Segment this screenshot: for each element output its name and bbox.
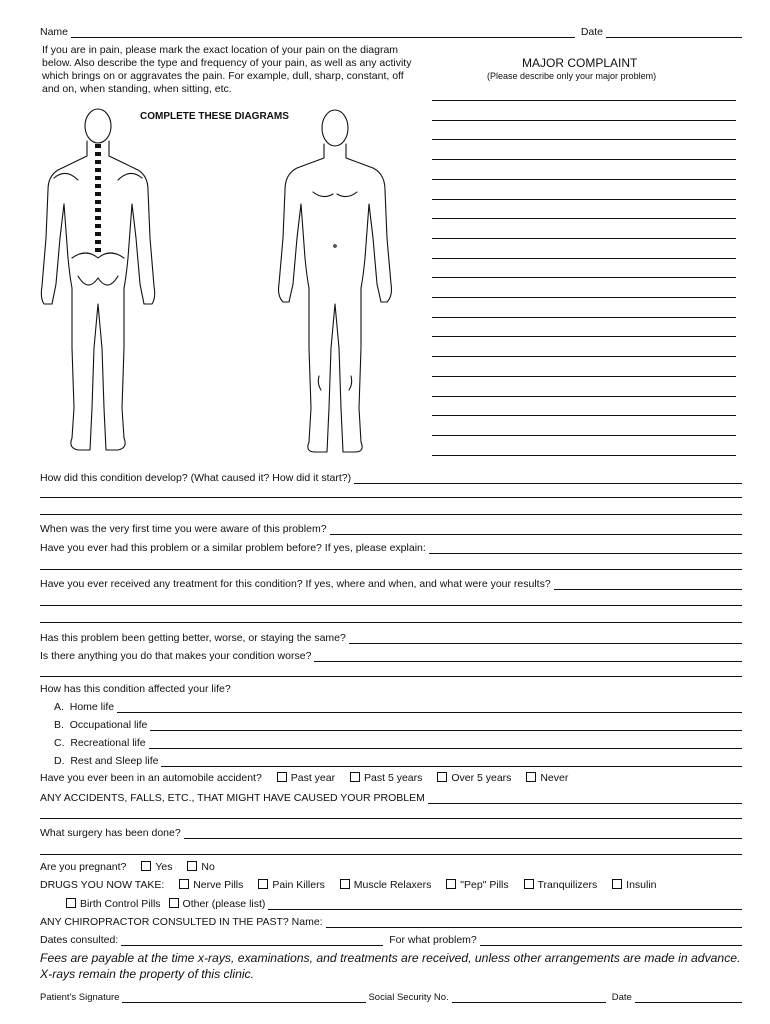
name-field[interactable] bbox=[71, 27, 575, 38]
drug-birth-control-label: Birth Control Pills bbox=[80, 898, 161, 910]
auto-over-5-years-checkbox[interactable] bbox=[437, 772, 447, 782]
pregnant-no-checkbox[interactable] bbox=[187, 861, 197, 871]
chiropractor-question: ANY CHIROPRACTOR CONSULTED IN THE PAST? Name: bbox=[40, 916, 323, 928]
major-complaint-line[interactable] bbox=[432, 277, 736, 278]
auto-past-year-label: Past year bbox=[290, 772, 336, 784]
drug-tranquilizers-checkbox[interactable] bbox=[524, 879, 534, 889]
drug-nerve-pills-label: Nerve Pills bbox=[193, 879, 244, 891]
recreational-life-answer[interactable] bbox=[149, 738, 742, 749]
major-complaint-line[interactable] bbox=[432, 258, 736, 259]
drug-birth-control-option[interactable] bbox=[66, 898, 161, 910]
drug-tranquilizers-label: Tranquilizers bbox=[537, 879, 598, 891]
auto-accident-question: Have you ever been in an automobile accident? bbox=[40, 772, 262, 784]
major-complaint-line[interactable] bbox=[432, 356, 736, 357]
drug-pain-killers-option[interactable] bbox=[258, 879, 325, 891]
treatment-row bbox=[40, 576, 742, 590]
drug-other-answer[interactable] bbox=[268, 899, 742, 910]
dates-consulted-label: Dates consulted: bbox=[40, 934, 119, 946]
recreational-life-label: C. Recreational life bbox=[54, 737, 146, 749]
auto-over-5-years-label: Over 5 years bbox=[451, 772, 512, 784]
drug-insulin-checkbox[interactable] bbox=[612, 879, 622, 889]
major-complaint-line[interactable] bbox=[432, 297, 736, 298]
drug-tranquilizers-option[interactable] bbox=[524, 879, 598, 891]
accidents-answer[interactable] bbox=[428, 793, 742, 804]
auto-never-option[interactable] bbox=[526, 772, 568, 784]
worse-row bbox=[40, 648, 742, 662]
ssn-field[interactable] bbox=[452, 992, 606, 1003]
signature-field[interactable] bbox=[122, 992, 366, 1003]
date-field[interactable] bbox=[606, 27, 742, 38]
signature-row bbox=[40, 989, 742, 1003]
drug-muscle-relaxers-option[interactable] bbox=[340, 879, 432, 891]
accidents-question: ANY ACCIDENTS, FALLS, ETC., THAT MIGHT HAVE CAUSED YOUR PROBLEM bbox=[40, 792, 425, 804]
drug-pep-pills-label: "Pep" Pills bbox=[460, 879, 509, 891]
body-diagram-back[interactable] bbox=[38, 108, 158, 464]
for-what-problem-answer[interactable] bbox=[480, 935, 742, 946]
drug-pain-killers-checkbox[interactable] bbox=[258, 879, 268, 889]
similar-question: Have you ever had this problem or a similar problem before? If yes, please explain: bbox=[40, 542, 426, 554]
chiropractor-answer[interactable] bbox=[326, 917, 742, 928]
develop-answer-line-3[interactable] bbox=[40, 514, 742, 515]
treatment-answer-line-2[interactable] bbox=[40, 605, 742, 606]
pregnant-yes-label: Yes bbox=[155, 861, 173, 873]
treatment-answer[interactable] bbox=[554, 579, 742, 590]
auto-never-checkbox[interactable] bbox=[526, 772, 536, 782]
for-what-problem-label: For what problem? bbox=[389, 934, 477, 946]
drug-pain-killers-label: Pain Killers bbox=[272, 879, 325, 891]
major-complaint-line[interactable] bbox=[432, 139, 736, 140]
drug-pep-pills-option[interactable] bbox=[446, 879, 508, 891]
develop-answer-line-2[interactable] bbox=[40, 497, 742, 498]
surgery-answer-line-2[interactable] bbox=[40, 854, 742, 855]
major-complaint-line[interactable] bbox=[432, 317, 736, 318]
major-complaint-subtitle: (Please describe only your major problem) bbox=[487, 71, 657, 81]
surgery-answer[interactable] bbox=[184, 828, 742, 839]
major-complaint-line[interactable] bbox=[432, 238, 736, 239]
auto-past-year-option[interactable] bbox=[277, 772, 335, 784]
rest-sleep-life-row bbox=[54, 753, 742, 767]
first-time-answer[interactable] bbox=[330, 524, 742, 535]
drug-other-label: Other (please list) bbox=[182, 898, 266, 910]
treatment-answer-line-3[interactable] bbox=[40, 622, 742, 623]
drug-insulin-option[interactable] bbox=[612, 879, 656, 891]
major-complaint-title: MAJOR COMPLAINT bbox=[522, 56, 638, 70]
accidents-row bbox=[40, 790, 742, 804]
date-label: Date bbox=[580, 26, 603, 38]
dates-consulted-row bbox=[40, 932, 742, 946]
drug-muscle-relaxers-checkbox[interactable] bbox=[340, 879, 350, 889]
occupational-life-answer[interactable] bbox=[150, 720, 742, 731]
auto-past-5-years-checkbox[interactable] bbox=[350, 772, 360, 782]
major-complaint-line[interactable] bbox=[432, 336, 736, 337]
pregnant-no-label: No bbox=[201, 861, 215, 873]
major-complaint-line[interactable] bbox=[432, 159, 736, 160]
signature-label: Patient's Signature bbox=[40, 992, 120, 1003]
progress-question: Has this problem been getting better, worse, or staying the same? bbox=[40, 632, 346, 644]
home-life-label: A. Home life bbox=[54, 701, 115, 713]
similar-answer[interactable] bbox=[429, 543, 742, 554]
drug-birth-control-checkbox[interactable] bbox=[66, 898, 76, 908]
pregnant-yes-option[interactable] bbox=[141, 861, 172, 873]
develop-question: How did this condition develop? (What caused it? How did it start?) bbox=[40, 472, 352, 484]
major-complaint-line[interactable] bbox=[432, 100, 736, 101]
body-diagram-front[interactable] bbox=[275, 108, 395, 464]
drug-other-checkbox[interactable] bbox=[169, 898, 179, 908]
chiropractor-row bbox=[40, 914, 742, 928]
major-complaint-line[interactable] bbox=[432, 415, 736, 416]
similar-answer-line-2[interactable] bbox=[40, 569, 742, 570]
footer-date-field[interactable] bbox=[635, 992, 742, 1003]
drug-insulin-label: Insulin bbox=[626, 879, 657, 891]
worse-question: Is there anything you do that makes your condition worse? bbox=[40, 650, 312, 662]
treatment-question: Have you ever received any treatment for this condition? If yes, where and when, and what were your results? bbox=[40, 578, 551, 590]
home-life-answer[interactable] bbox=[117, 702, 742, 713]
major-complaint-line[interactable] bbox=[432, 199, 736, 200]
dates-consulted-answer[interactable] bbox=[121, 935, 383, 946]
drugs-question: DRUGS YOU NOW TAKE: bbox=[40, 879, 165, 891]
worse-answer[interactable] bbox=[314, 651, 742, 662]
auto-accident-row bbox=[40, 772, 568, 784]
drug-muscle-relaxers-label: Muscle Relaxers bbox=[353, 879, 432, 891]
progress-answer[interactable] bbox=[349, 633, 742, 644]
pregnant-no-option[interactable] bbox=[187, 861, 214, 873]
drugs-row-2 bbox=[66, 896, 742, 910]
recreational-life-row bbox=[54, 735, 742, 749]
auto-past-year-checkbox[interactable] bbox=[277, 772, 287, 782]
ssn-label: Social Security No. bbox=[368, 992, 449, 1003]
auto-past-5-years-option[interactable] bbox=[350, 772, 422, 784]
major-complaint-line[interactable] bbox=[432, 455, 736, 456]
auto-never-label: Never bbox=[540, 772, 569, 784]
name-label: Name bbox=[40, 26, 69, 38]
similar-row bbox=[40, 540, 742, 554]
drugs-row bbox=[40, 879, 657, 891]
occupational-life-row bbox=[54, 717, 742, 731]
drug-nerve-pills-checkbox[interactable] bbox=[179, 879, 189, 889]
rest-sleep-life-answer[interactable] bbox=[161, 756, 742, 767]
progress-row bbox=[40, 630, 742, 644]
surgery-question: What surgery has been done? bbox=[40, 827, 181, 839]
drug-pep-pills-checkbox[interactable] bbox=[446, 879, 456, 889]
pregnant-yes-checkbox[interactable] bbox=[141, 861, 151, 871]
affected-question: How has this condition affected your life? bbox=[40, 683, 231, 695]
major-complaint-line[interactable] bbox=[432, 120, 736, 121]
footer-date-label: Date bbox=[611, 992, 632, 1003]
accidents-answer-line-2[interactable] bbox=[40, 818, 742, 819]
major-complaint-line[interactable] bbox=[432, 376, 736, 377]
drug-nerve-pills-option[interactable] bbox=[179, 879, 243, 891]
auto-past-5-years-label: Past 5 years bbox=[364, 772, 423, 784]
drug-other-option[interactable] bbox=[169, 898, 266, 910]
intro-text: If you are in pain, please mark the exact location of your pain on the diagram below. Also describe the type and frequency of your pain, as well as any activity which brings on or aggravates the pain. For example, dull, sharp, constant, off and on, when standing, when sitting, etc. bbox=[42, 44, 412, 95]
major-complaint-line[interactable] bbox=[432, 435, 736, 436]
diagrams-heading: COMPLETE THESE DIAGRAMS bbox=[140, 111, 289, 122]
develop-answer[interactable] bbox=[354, 473, 742, 484]
rest-sleep-life-label: D. Rest and Sleep life bbox=[54, 755, 159, 767]
major-complaint-line[interactable] bbox=[432, 396, 736, 397]
develop-row bbox=[40, 470, 742, 484]
major-complaint-line[interactable] bbox=[432, 218, 736, 219]
first-time-question: When was the very first time you were aware of this problem? bbox=[40, 523, 327, 535]
fees-notice: Fees are payable at the time x-rays, examinations, and treatments are received, unless other arrangements are made in advance. X-rays remain the property of this clinic. bbox=[40, 951, 741, 981]
name-date-row bbox=[40, 24, 742, 38]
major-complaint-line[interactable] bbox=[432, 179, 736, 180]
pregnant-row bbox=[40, 861, 215, 873]
surgery-row bbox=[40, 825, 742, 839]
first-time-row bbox=[40, 521, 742, 535]
worse-answer-line-2[interactable] bbox=[40, 676, 742, 677]
home-life-row bbox=[54, 699, 742, 713]
pregnant-question: Are you pregnant? bbox=[40, 861, 127, 873]
auto-over-5-years-option[interactable] bbox=[437, 772, 511, 784]
occupational-life-label: B. Occupational life bbox=[54, 719, 148, 731]
